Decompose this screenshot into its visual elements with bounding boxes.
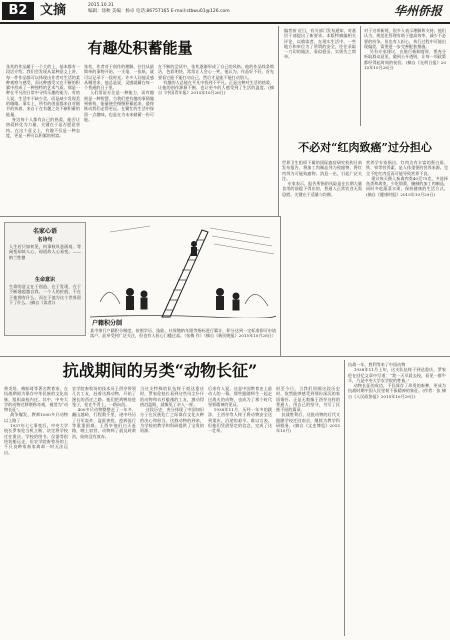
- page-number: B2: [2, 2, 34, 20]
- divider: [278, 26, 279, 216]
- sidebar-section2-text: 生命的意义在于创造，在于发现，在于不断地超越自我。一个人的价值，不在于他拥有什么，而在于他为这个世界留下了什么。(摘自《读者》): [9, 284, 81, 305]
- newspaper-logo: 华州侨报: [393, 4, 442, 18]
- divider: [0, 216, 280, 217]
- sidebar-box-title: 名家心语: [32, 228, 57, 235]
- section-title: 文摘: [40, 3, 67, 18]
- story3-col4: 时至今日，当我们回顾这段历史时，依然能够感受到那份深沉的家国情怀。正是无数像王酉亭这样的普通人，用自己的坚守，书写了民族不屈的篇章。 抗战胜利后，这批动物的后代又跟随学校迁回南京，继续为教学科研服务。(摘自《文史博览》2015年10月): [276, 386, 340, 434]
- divider: [280, 216, 281, 356]
- cartoon-image: [90, 222, 276, 318]
- cartoon-illustration: [90, 222, 276, 318]
- story3-title: 抗战期间的另类“动物长征”: [62, 361, 258, 380]
- story3-col3: 后来有人说，这是中国教育史上最动人的一幕。那些跟随师生一起走过战火的动物，也成为了那个时代坚韧精神的见证。 1938年11月，历经一年多的跋涉，王酉亭等人终于将动物安全送到重庆。沿途的艰辛，难以言表。但他们凭借坚定的信念，完成了这一壮举。: [208, 386, 272, 434]
- story1-title: 有趣处积蓄能量: [87, 39, 193, 57]
- sidebar-box: [4, 222, 86, 336]
- story2-title: 不必对“红肉致癌”过分担心: [298, 141, 432, 154]
- editor-note: 编者按 近日，有关部门发布通知，对基层干部提出了新要求。本版特摘编相关评论，以飨读者。在现实生活中，一些地方和单位为了所谓的安全，往往采取一刀切的做法，看似稳妥，实则失之简单。: [284, 28, 356, 60]
- story3-col0: 黄炎培、梅贻琦等著名教育家，在抗战期间为保存中华民族的文化血脉，组织高校内迁。其中，中央大学的动物迁移堪称奇观，被誉为“动物长征”。 战争爆发，教师1000多只动物以上路了 1937年七七事变后，中央大学校长罗家伦当机立断，决定将学校迁往重庆。学校的图书、仪器等很快装船运走，但农学院畜牧场的上千只良种家畜家禽却一时无法运出。: [4, 386, 68, 455]
- header-meta: [88, 3, 230, 15]
- story2-col1: 世界卫生组织下属的国际癌症研究机构日前发布报告，将加工肉制品列为致癌物，将红肉列为可能致癌物。消息一出，引起广泛关注。 专家表示，报告所指的风险是在长期大量食用的前提下得出的，普通人正常饮食无需恐慌。关键在于适量与均衡。: [282, 160, 362, 197]
- right-column-text: 对于这项新规，很多人表示理解和支持。他们认为，规范化管理有助于提高效率，减少不必要的纷争。但也有人担心，执行过程中可能出现偏差，需要进一步完善配套措施。 另有专家建议，在推行新制度时，要充分听取群众意见，做到公开透明，让每一项政策都经得起时间的检验。(摘自《光明日报》2015年10月28日): [364, 28, 446, 71]
- page-header: [0, 0, 450, 24]
- divider: [0, 356, 450, 357]
- issue-date: 2015.10.31: [88, 3, 114, 8]
- story1-col1: 张兆的作品属于一个大的上，基本都有一段话介绍。我们会发现从某种意义上讲，每一件作品都可以体现出作者对生活的某种观察与感受，而这种感受又在不断的积累中形成了一种独特的艺术气质。那是一种在平凡的日常中寻找乐趣的能力。有的人说，生活中不缺少美，而是缺少发现美的眼睛。事实上，所有的创造都来自对细节的执着，来自于在有趣之处不断积蓄的能量。 身边每个人都有自己的热爱，能否让热爱转化为力量，关键在于是否愿意坚持。在这个意义上，有趣不仅是一种态度，更是一种可以积累的财富。: [6, 64, 80, 138]
- editor-line: 编辑：徐秋 美编：杨卓 电话:86757165 E-mail:stbwu01@126.com: [88, 9, 230, 14]
- story2-col2: 营养学专家指出，红肉含有丰富的蛋白质、铁、锌等营养素，是人体重要的营养来源。完全不吃红肉反而可能导致营养不良。 建议每天摄入畜禽肉类40至75克，多选择鱼类和禽类，少吃烟熏、腌制的加工肉制品，同时多吃蔬菜水果，保持健康的生活方式。(摘自《健康时报》2015年10月29日): [366, 160, 448, 197]
- story3-side: 抗战一年，胜利等来了中国动物 1938年11月上旬，这支队伍终于到达重庆。罗家伦在回忆文章中写道：“我一天早晨去校，看见一群牛羊，乃是中央大学农学院的牲畜。” 动物长征的成功，不仅保存了珍贵的畜种，更成为抗战时期中国人民坚韧不拔精神的象征。(作者：张 摘自《人民政协报》2015年10月29日): [348, 362, 446, 399]
- sidebar-section1-title: 名诗句: [37, 237, 53, 243]
- sidebar-section2-title: 生命意识: [34, 277, 55, 283]
- divider: [344, 360, 345, 636]
- story1-col3: 在不断的尝试中，张兆逐渐形成了自己的风格。他的作品线条简洁，色彩明快，常常让人会心一笑。他认为，作品好不好，首先要看它能不能打动自己，然后才是能不能打动别人。 有趣的人总能在平凡中找到不平凡。正是这种对生活的热爱，让他的创作源源不断，也让更多的人感受到了生活的温度。(摘自《中国青年报》2015年10月26日): [158, 64, 274, 96]
- cartoon-caption: 某市推行户籍积分制度，按照学历、技能、社保缴纳年限等指标进行累计，积分达到一定标准即可申请落户。此举受到广泛关注，但也有人担心门槛过高。（张梅 作）（摘自《新民晚报》2015年10月28日）: [90, 328, 276, 339]
- sidebar-section1-text: 人生若只如初见，何事秋风悲画扇。等闲变却故人心，却道故人心易变。——纳兰性德: [9, 244, 81, 260]
- story3-col1: 农学院畜牧场的技术员王酉亭带领几名工友，赶着这群动物，开始了漫长的西迁之路。他们把鸡鸭装进笼子，挂在牛背上，一路向西。 400多只动物整整走了一年多，翻山越岭，行程数千里，途中经历了日军轰炸、盗匪袭扰、疫病流行等重重困难。王酉亭他们白天赶路，晚上宿营，动物病了就及时救治，始终没有放弃。: [72, 386, 136, 439]
- header-rule: [0, 22, 450, 24]
- story3-col2: 当这支特殊的队伍终于抵达重庆时，罗家伦校长看到这些风尘仆仆的动物和衣衫褴褛的工友，激动得热泪盈眶，就像见了亲人一样。 这段历史，充分体现了中国知识分子在民族危亡之际保存文化火种的决心和担当。这群动物的到来，为学校的教学和科研提供了宝贵的资源。: [140, 386, 204, 434]
- divider: [360, 26, 361, 126]
- cartoon-title: 户籍积分制: [92, 320, 123, 327]
- story1-col2: 张兆，作者对于创作的理解，往往从最简单的事物开始。一支笔、一张纸，就可以记录下一段时光。许多人问他灵感从哪里来，他总是说，灵感就藏在每一个普通的日子里。 人们常说专注是一种能力，而有趣则是一种智慧。当我们把有趣的事情做到极致，能量便会慢慢积蓄起来，最终推动我们走得更远。在繁忙的生活中保留一点趣味，也是在为未来储蓄一份可能。: [84, 64, 154, 122]
